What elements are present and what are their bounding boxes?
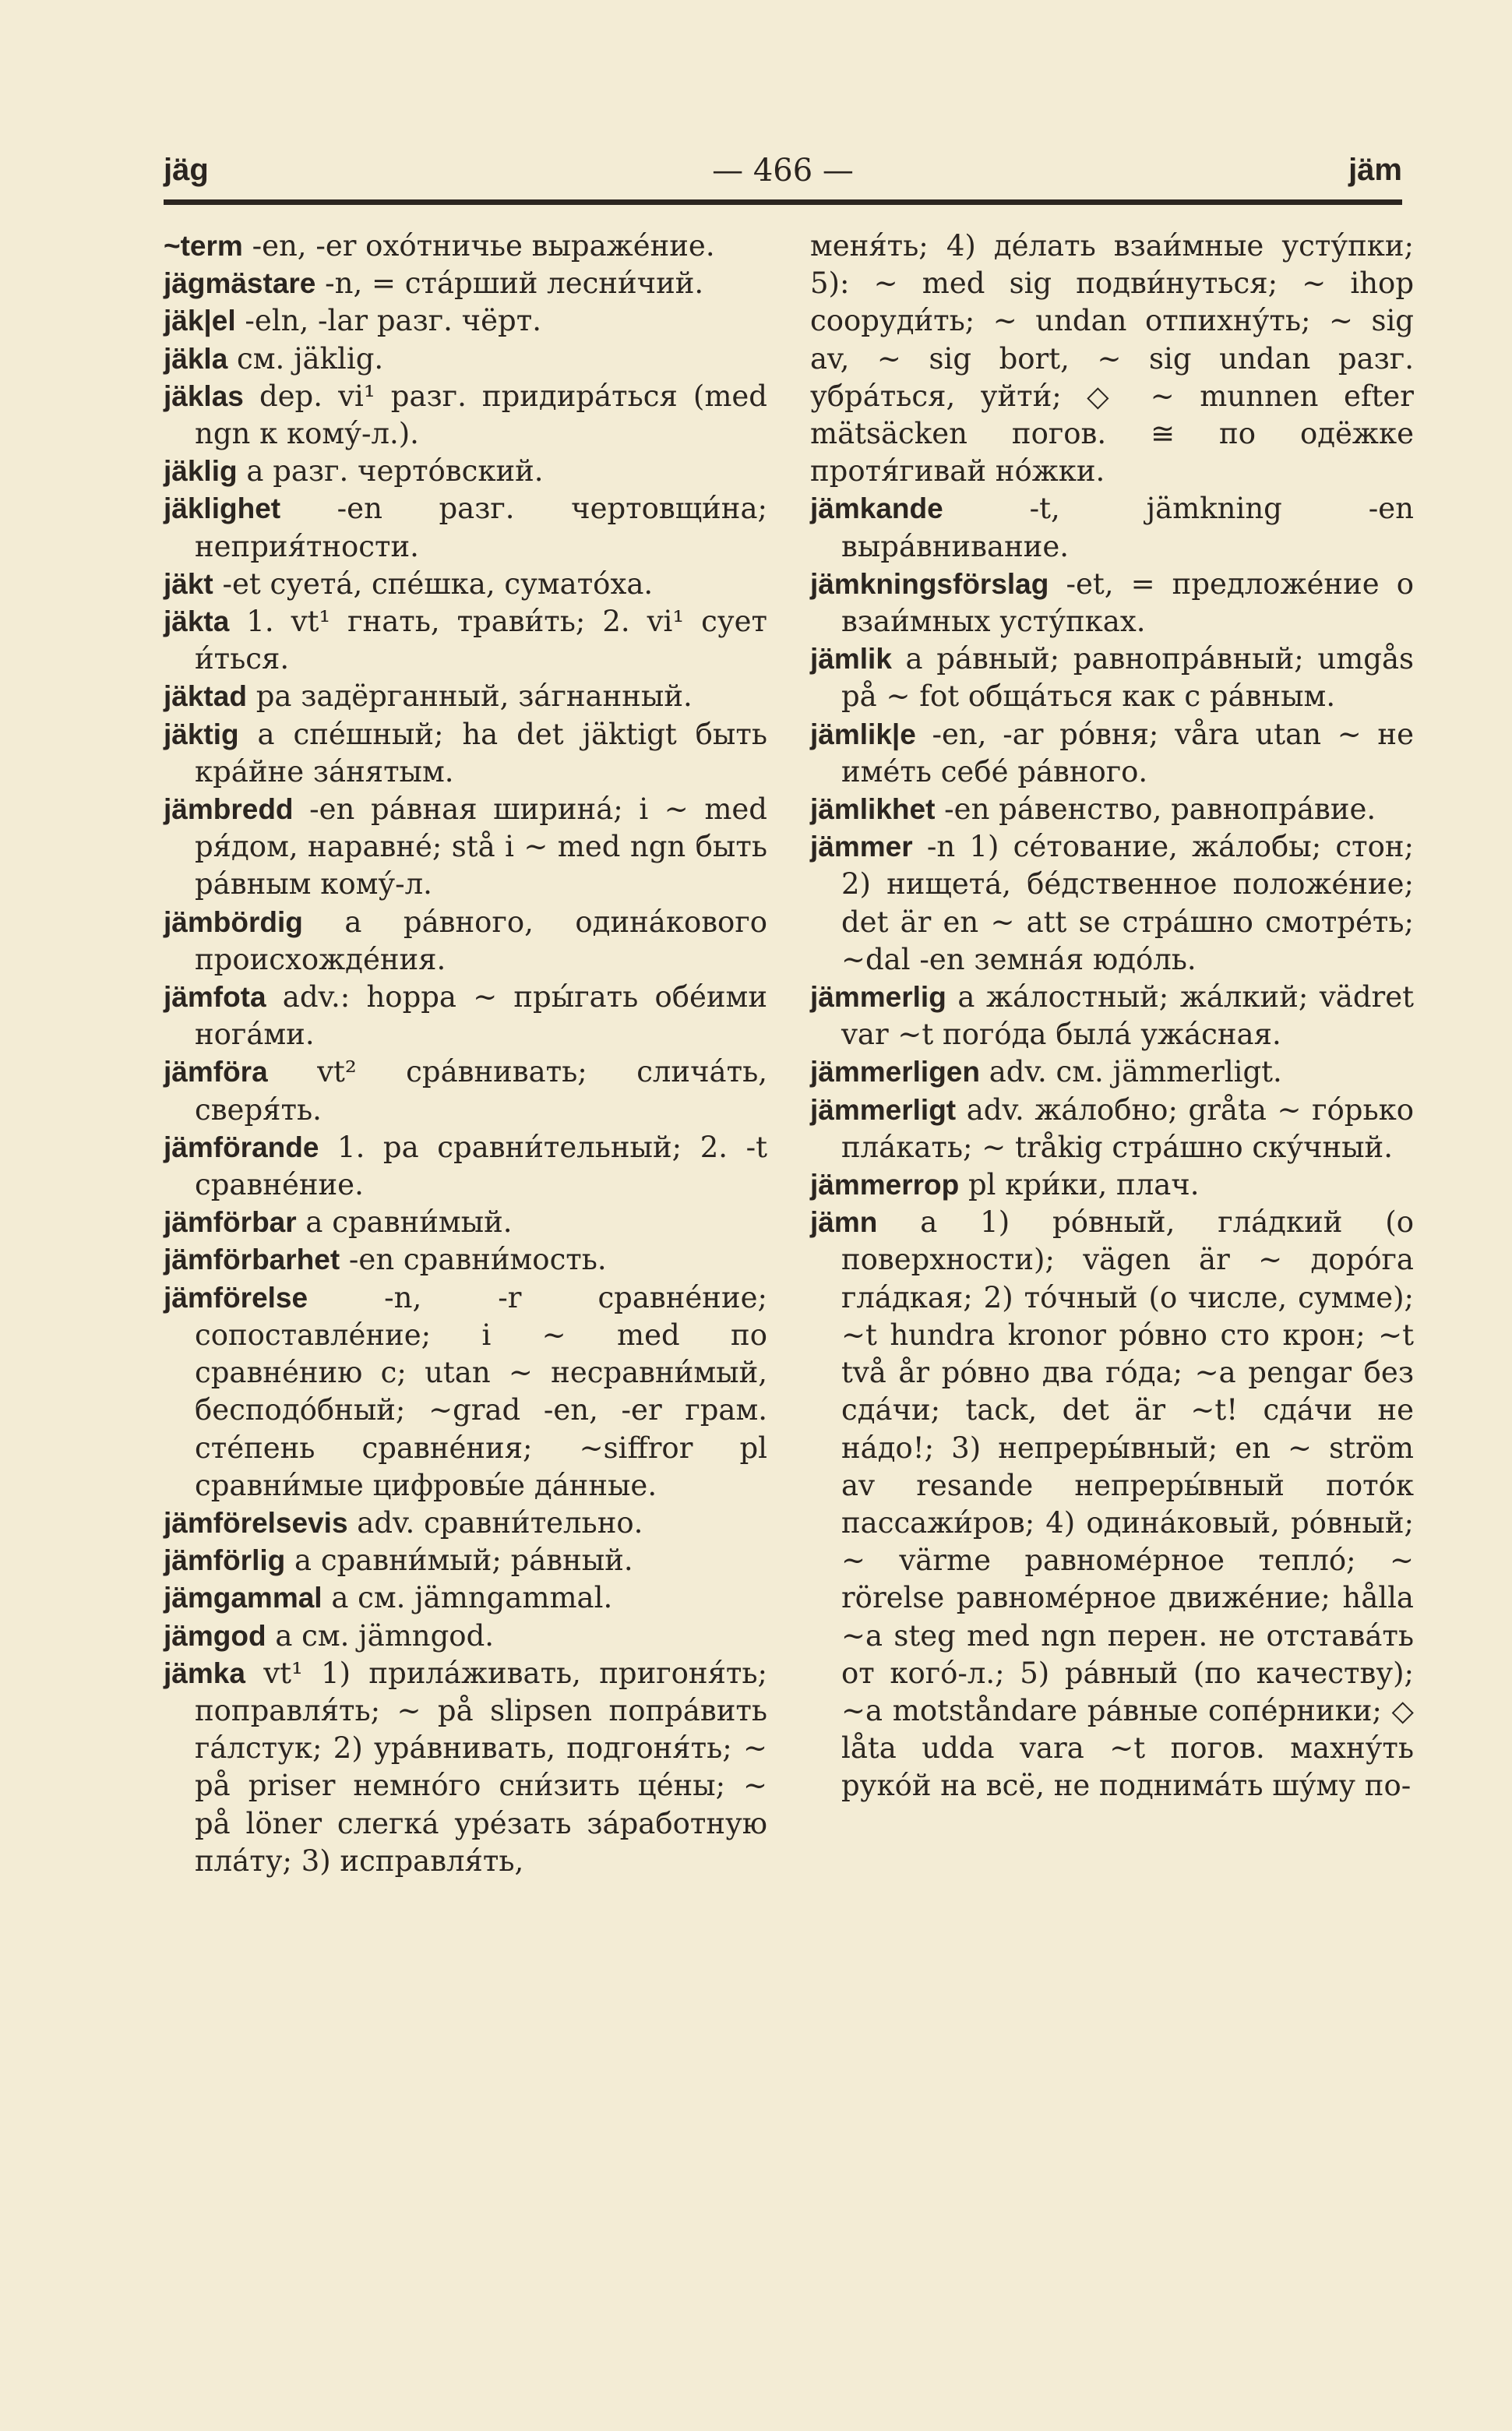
entry-definition: меня́ть; 4) де́лать взаи́мные усту́пки; 5): ~ med sig подви́нуться; ~ ihop сооруди́ть; ~ undan отпихну́ть; ~ sig av, ~ sig bort, ~ sig undan разг. убра́ться, уйти́; ◇ ~ munnen efter mätsäcken погов. ≅ по одёжке протя́гивай но́жки. [810, 229, 1414, 489]
entry-definition: a ра́вный; равнопра́вный; umgås på ~ fot обща́ться как с ра́вным. [841, 642, 1414, 714]
entry-headword: ~term [164, 230, 243, 262]
dictionary-entry [164, 678, 767, 715]
dictionary-entry [164, 265, 767, 302]
entry-headword: jäklig [164, 455, 238, 488]
entry-headword: jämkande [810, 492, 943, 525]
entry-headword: jäktad [164, 680, 247, 713]
dictionary-entry [810, 566, 1414, 640]
entry-definition: -et суета́, спе́шка, сумато́ха. [213, 566, 654, 601]
entry-definition: adv.: hoppa ~ пры́гать обе́ими нога́ми. [195, 980, 767, 1052]
entry-definition: a спе́шный; ha det jäktigt быть кра́йне за́нятым. [195, 717, 767, 789]
entry-headword: jäktig [164, 718, 239, 750]
entry-headword: jämlik [810, 643, 892, 676]
left-guide-word: jäg [164, 153, 209, 187]
entry-headword: jämmerligen [810, 1056, 980, 1088]
entry-definition: см. jäklig. [227, 341, 384, 376]
entry-definition: -en ра́венство, равнопра́вие. [935, 792, 1376, 827]
dictionary-entry [164, 378, 767, 453]
dictionary-entry [164, 1129, 767, 1204]
dictionary-entry [164, 1053, 767, 1128]
entry-headword: jägmästare [164, 267, 316, 300]
entry-definition: a сравни́мый; ра́вный. [285, 1544, 633, 1578]
entry-headword: jäklas [164, 379, 244, 412]
entry-headword: jämförlig [164, 1544, 286, 1577]
entry-headword: jämförbar [164, 1206, 297, 1239]
dictionary-entry [164, 340, 767, 378]
running-header [164, 153, 1402, 199]
dictionary-entry [164, 791, 767, 904]
dictionary-entry [810, 791, 1414, 828]
dictionary-entry [810, 828, 1414, 979]
entry-definition: -et, = предложе́ние о взаи́мных усту́пках. [841, 566, 1414, 639]
entry-headword: jäk|el [164, 305, 236, 337]
entry-definition: a жа́лостный; жа́лкий; vädret var ~t пого́да была́ ужа́сная. [841, 980, 1414, 1052]
entry-definition: -en ра́вная ширина́; i ~ med ря́дом, наравне́; stå i ~ med ngn быть ра́вным кому́-л. [195, 792, 767, 901]
entry-definition: -n 1) се́тование, жа́лобы; стон; 2) нищета́, бе́дственное положе́ние; det är en ~ att se стра́шно смотре́ть; ~dal -en земна́я юдо́ль. [841, 830, 1414, 976]
entry-definition: a сравни́мый. [296, 1205, 513, 1240]
dictionary-entry [810, 716, 1414, 791]
entry-headword: jämlik|e [810, 718, 916, 750]
entry-definition: vt¹ 1) прила́живать, пригоня́ть; поправля́ть; ~ på slipsen попра́вить га́лстук; 2) ура́внивать, подгоня́ть; ~ på priser немно́го сни́зить це́ны; ~ på löner слегка́ уре́зать за́работную пла́ту; 3) исправля́ть, [195, 1656, 767, 1878]
dictionary-entry [164, 1618, 767, 1655]
entry-definition: -t, jämkning -en выра́внивание. [841, 492, 1414, 563]
entry-definition: 1. vt¹ гнать, трави́ть; 2. vi¹ сует и́ться. [195, 605, 767, 676]
dictionary-entry [164, 1542, 767, 1579]
entry-definition: adv. сравни́тельно. [347, 1505, 643, 1540]
entry-headword: jämmerligt [810, 1093, 957, 1126]
dictionary-entry [810, 1166, 1414, 1204]
dictionary-entry [164, 1241, 767, 1279]
dictionary-entry [810, 1204, 1414, 1805]
entry-headword: jämgod [164, 1619, 266, 1652]
entry-definition: -en разг. чертовщи́на; неприя́тности. [195, 492, 767, 563]
entry-definition: -n, -r сравне́ние; сопоставле́ние; i ~ med по сравне́нию с; utan ~ несравни́мый, бесподо́бный; ~grad -en, -er грам. сте́пень сравне́ния; ~siffror pl сравни́мые цифровы́е да́нные. [195, 1280, 767, 1502]
right-column [810, 228, 1414, 1805]
dictionary-entry [164, 302, 767, 340]
entry-definition: a 1) ро́вный, гла́дкий (о поверхности); vägen är ~ доро́га гла́дкая; 2) то́чный (о числе, сумме); ~t hundra kronor ро́вно сто крон; ~t två år ро́вно два го́да; ~a pengar без сда́чи; tack, det är ~t! сда́чи не на́до!; 3) непреры́вный; en ~ ström av resande непреры́вный пото́к пассажи́ров; 4) одина́ковый, ро́вный; ~ värme равноме́рное тепло́; ~ rörelse равноме́рное движе́ние; hålla ~a steg med ngn перен. не отстава́ть от кого́-л.; 5) ра́вный (по качеству); ~a motståndare ра́вные сопе́рники; ◇ låta udda vara ~t погов. махну́ть руко́й на всё, не поднима́ть шу́му по- [841, 1205, 1414, 1803]
entry-definition: a см. jämngammal. [322, 1581, 613, 1615]
dictionary-entry [164, 566, 767, 603]
entry-headword: jäkta [164, 605, 230, 638]
dictionary-entry [164, 1579, 767, 1617]
entry-headword: jämbredd [164, 793, 294, 826]
entry-definition: -en, -er охо́тничье выраже́ние. [242, 229, 715, 263]
right-guide-word: jäm [1348, 153, 1402, 187]
entry-headword: jämmerlig [810, 981, 946, 1014]
entry-definition: -en, -ar ро́вня; våra utan ~ не име́ть себе́ ра́вного. [841, 717, 1414, 789]
dictionary-entry [164, 904, 767, 979]
entry-headword: jämföra [164, 1056, 268, 1088]
dictionary-entry [164, 979, 767, 1053]
entry-definition: a разг. черто́вский. [237, 454, 544, 489]
entry-definition: 1. pa сравни́тельный; 2. -t сравне́ние. [195, 1130, 767, 1202]
entry-headword: jämmerrop [810, 1169, 960, 1201]
dictionary-entry [810, 1092, 1414, 1166]
dictionary-entry [164, 228, 767, 265]
dictionary-entry [164, 603, 767, 678]
entry-definition: a см. jämngod. [266, 1618, 495, 1653]
dictionary-entry [164, 1204, 767, 1241]
entry-headword: jäkt [164, 567, 213, 600]
entry-definition: adv. см. jämmerligt. [979, 1055, 1282, 1089]
entry-headword: jämn [810, 1206, 878, 1239]
header-rule [164, 199, 1402, 205]
entry-headword: jämförbarhet [164, 1244, 340, 1276]
dictionary-entry [164, 1505, 767, 1542]
dictionary-entry [164, 1655, 767, 1880]
entry-definition: pl кри́ки, плач. [959, 1168, 1200, 1202]
entry-definition: -n, = ста́рший лесни́чий. [315, 266, 704, 301]
entry-headword: jämkningsförslag [810, 567, 1049, 600]
entry-headword: jäkla [164, 342, 228, 375]
dictionary-entry [810, 228, 1414, 490]
entry-definition: pa задёрганный, за́гнанный. [246, 679, 693, 714]
dictionary-entry [164, 490, 767, 565]
dictionary-entry [164, 716, 767, 791]
entry-headword: jämgammal [164, 1582, 322, 1614]
entry-headword: jämförelsevis [164, 1506, 348, 1539]
page-number: — 466 — [712, 153, 854, 189]
entry-headword: jämka [164, 1657, 245, 1689]
entry-headword: jämmer [810, 831, 913, 863]
dictionary-entry [810, 979, 1414, 1053]
entry-definition: -eln, -lar разг. чёрт. [235, 304, 541, 338]
entry-headword: jäklighet [164, 492, 281, 525]
dictionary-entry [810, 1053, 1414, 1091]
dictionary-entry [810, 640, 1414, 715]
entry-headword: jämfota [164, 981, 266, 1014]
entry-headword: jämlikhet [810, 793, 936, 826]
entry-headword: jämbördig [164, 905, 303, 938]
dictionary-entry [164, 453, 767, 490]
entry-definition: -en сравни́мость. [340, 1243, 607, 1277]
entry-definition: vt² сра́внивать; слича́ть, сверя́ть. [195, 1055, 767, 1127]
entry-headword: jämförelse [164, 1281, 308, 1314]
dictionary-entry [164, 1279, 767, 1505]
entry-headword: jämförande [164, 1131, 319, 1163]
entry-definition: adv. жа́лобно; gråta ~ го́рько пла́кать; ~ tråkig стра́шно ску́чный. [841, 1092, 1414, 1164]
left-column [164, 228, 767, 1880]
dictionary-entry [810, 490, 1414, 565]
entry-definition: dep. vi¹ разг. придира́ться (med ngn к кому́-л.). [195, 379, 767, 451]
entry-definition: a ра́вного, одина́кового происхожде́ния. [195, 905, 767, 976]
